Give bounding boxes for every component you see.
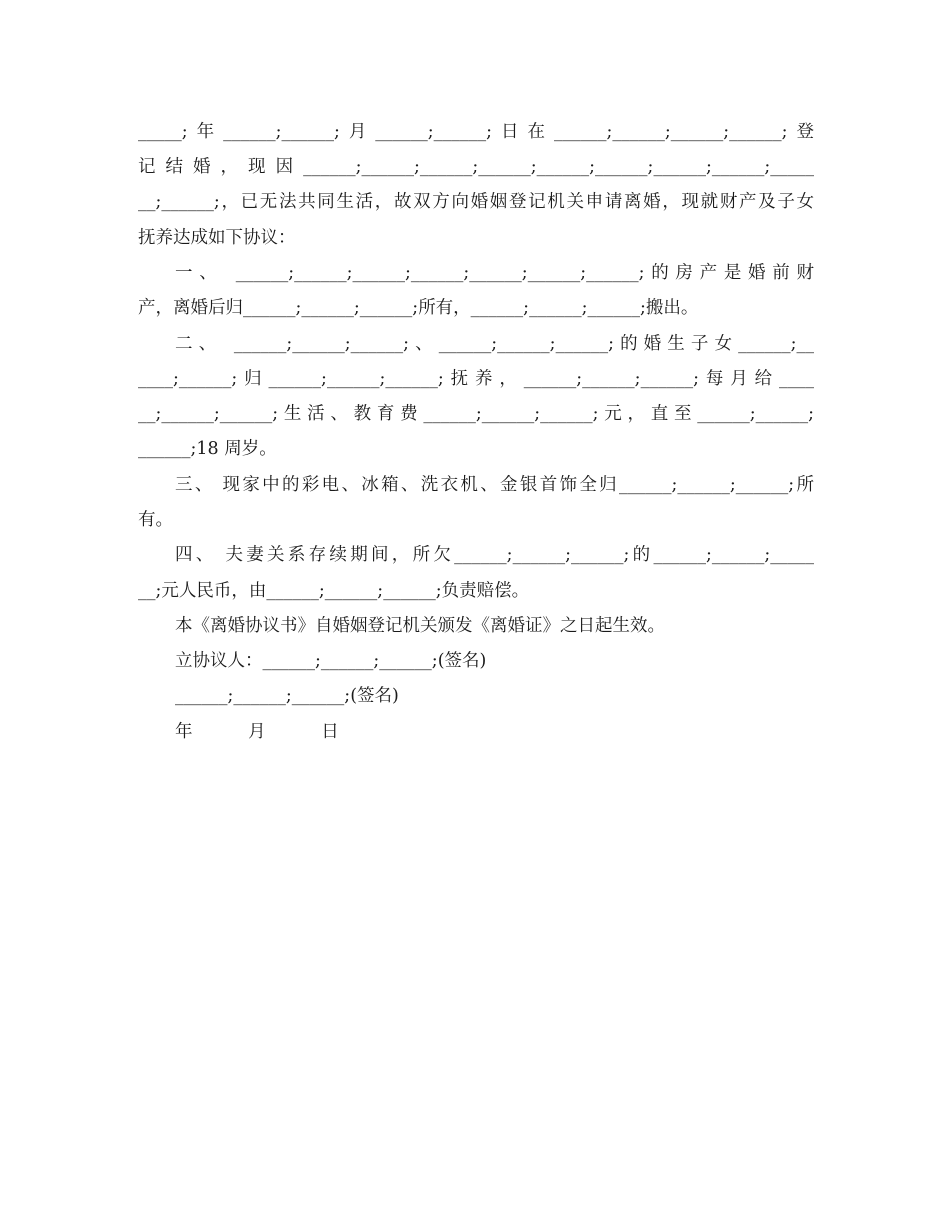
clause-2-line-1: 二、 ______;______;______;、______;______;______;的婚生子女______;__ <box>175 334 814 354</box>
clause-4-line-1: 四、 夫妻关系存续期间，所欠______;______;______;的______;______;_____ <box>175 545 814 565</box>
clause-2-line-2: ____;______;归______;______;______;抚养，______;______;______;每月给____ <box>138 369 814 389</box>
clause-4-line-2: __;元人民币，由______;______;______;负责赔偿。 <box>138 581 530 601</box>
clause-3-line-2: 有。 <box>138 510 173 530</box>
date-line: 年 月 日 <box>175 722 339 742</box>
clause-1-line-2: 产，离婚后归______;______;______;所有，______;______;______;搬出。 <box>138 298 699 318</box>
text-line-4: 抚养达成如下协议： <box>138 228 296 248</box>
clause-1-line-1: 一、 ______;______;______;______;______;______;______;的房产是婚前财 <box>175 263 814 283</box>
text-line-2: 记结婚，现因______;______;______;______;______;______;______;______;_____ <box>138 157 814 177</box>
signatory-line-2: ______;______;______;(签名) <box>175 686 399 706</box>
effective-clause: 本《离婚协议书》自婚姻登记机关颁发《离婚证》之日起生效。 <box>175 616 665 636</box>
text-line-1: _____;年______;______;月______;______;日在______;______;______;______;登 <box>138 122 814 142</box>
text-line-3: __;______;，已无法共同生活，故双方向婚姻登记机关申请离婚，现就财产及子女 <box>138 192 814 212</box>
clause-2-line-3: __;______;______;生活、教育费______;______;______;元，直至______;______; <box>138 404 814 424</box>
signatory-line-1: 立协议人：______;______;______;(签名) <box>175 651 487 671</box>
clause-2-line-4: ______;18 周岁。 <box>138 439 277 459</box>
clause-3-line-1: 三、 现家中的彩电、冰箱、洗衣机、金银首饰全归______;______;______;所 <box>175 475 814 495</box>
